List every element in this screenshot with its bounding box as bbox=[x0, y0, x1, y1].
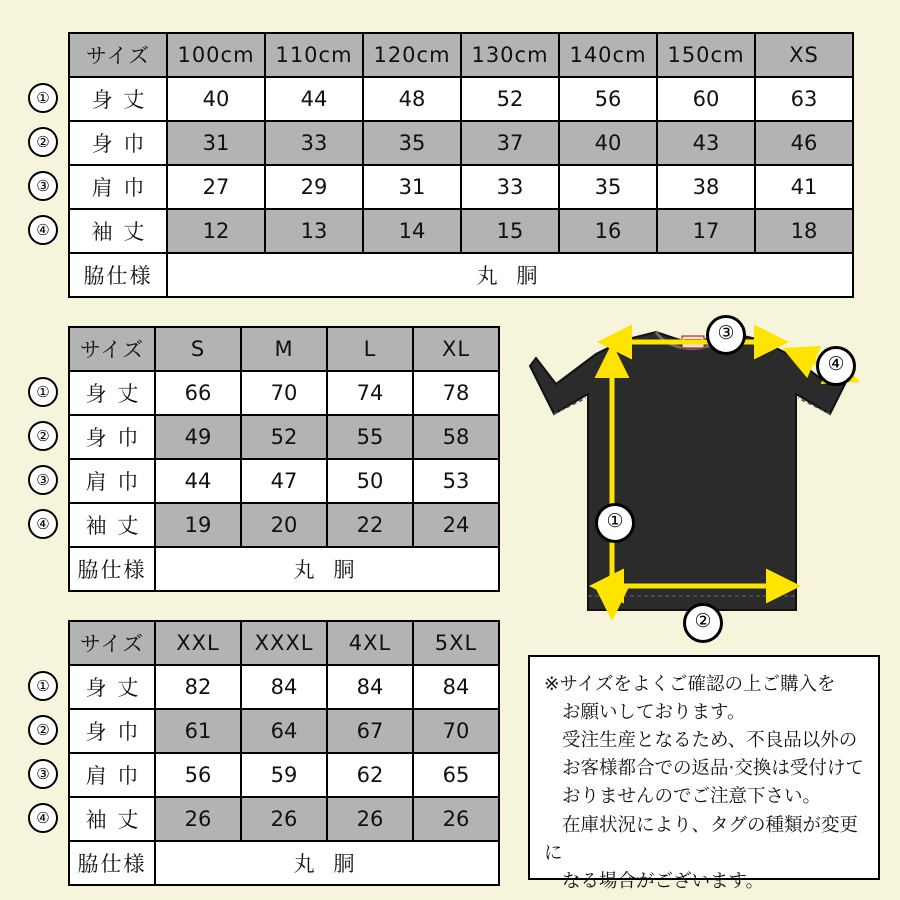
cell: 52 bbox=[241, 415, 327, 459]
badge-4: ④ bbox=[28, 215, 58, 245]
row-label: 身 丈 bbox=[69, 77, 167, 121]
cell: 26 bbox=[327, 797, 413, 841]
cell: 19 bbox=[155, 503, 241, 547]
cell: 46 bbox=[755, 121, 853, 165]
row-label: 袖 丈 bbox=[69, 503, 155, 547]
header-cell: 130cm bbox=[461, 33, 559, 77]
table-row bbox=[69, 165, 853, 209]
header-cell: サイズ bbox=[69, 621, 155, 665]
cell: 84 bbox=[413, 665, 499, 709]
cell: 18 bbox=[755, 209, 853, 253]
cell: 26 bbox=[241, 797, 327, 841]
tshirt-illustration bbox=[528, 310, 880, 650]
cell: 26 bbox=[413, 797, 499, 841]
table-row bbox=[69, 665, 499, 709]
cell: 63 bbox=[755, 77, 853, 121]
kids-table-badges bbox=[28, 76, 58, 252]
cell: 49 bbox=[155, 415, 241, 459]
cell: 35 bbox=[363, 121, 461, 165]
cell: 31 bbox=[363, 165, 461, 209]
large-size-table bbox=[68, 620, 500, 886]
badge-1: ① bbox=[28, 671, 58, 701]
cell: 64 bbox=[241, 709, 327, 753]
badge-3: ③ bbox=[28, 759, 58, 789]
cell: 48 bbox=[363, 77, 461, 121]
tshirt-shape bbox=[530, 332, 854, 610]
cell: 65 bbox=[413, 753, 499, 797]
adult-size-table-wrap bbox=[68, 326, 500, 592]
marker-sleeve-length: ④ bbox=[816, 346, 856, 386]
cell: 13 bbox=[265, 209, 363, 253]
table-footer-row bbox=[69, 547, 499, 591]
table-row bbox=[69, 371, 499, 415]
cell: 66 bbox=[155, 371, 241, 415]
badge-1: ① bbox=[28, 377, 58, 407]
header-cell: M bbox=[241, 327, 327, 371]
large-table-badges bbox=[28, 664, 58, 840]
cell: 37 bbox=[461, 121, 559, 165]
cell: 59 bbox=[241, 753, 327, 797]
cell: 44 bbox=[265, 77, 363, 121]
cell: 24 bbox=[413, 503, 499, 547]
cell: 17 bbox=[657, 209, 755, 253]
cell: 82 bbox=[155, 665, 241, 709]
cell: 53 bbox=[413, 459, 499, 503]
table-header-row bbox=[69, 33, 853, 77]
cell: 61 bbox=[155, 709, 241, 753]
cell: 20 bbox=[241, 503, 327, 547]
cell: 22 bbox=[327, 503, 413, 547]
table-row bbox=[69, 459, 499, 503]
cell: 33 bbox=[265, 121, 363, 165]
cell: 38 bbox=[657, 165, 755, 209]
badge-3: ③ bbox=[28, 465, 58, 495]
cell: 74 bbox=[327, 371, 413, 415]
cell: 70 bbox=[413, 709, 499, 753]
cell: 12 bbox=[167, 209, 265, 253]
notice-line: なる場合がございます。 bbox=[562, 870, 765, 892]
notice-box bbox=[528, 655, 880, 892]
header-cell: S bbox=[155, 327, 241, 371]
cell: 62 bbox=[327, 753, 413, 797]
cell: 56 bbox=[155, 753, 241, 797]
kids-size-table-wrap bbox=[68, 32, 854, 298]
row-label: 袖 丈 bbox=[69, 209, 167, 253]
cell: 26 bbox=[155, 797, 241, 841]
row-label: 身 丈 bbox=[69, 371, 155, 415]
cell: 33 bbox=[461, 165, 559, 209]
cell: 40 bbox=[559, 121, 657, 165]
marker-body-width: ② bbox=[683, 603, 723, 643]
side-spec-label: 脇仕様 bbox=[69, 841, 155, 885]
cell: 84 bbox=[241, 665, 327, 709]
badge-1: ① bbox=[28, 83, 58, 113]
table-row bbox=[69, 77, 853, 121]
cell: 41 bbox=[755, 165, 853, 209]
table-row bbox=[69, 753, 499, 797]
table-row bbox=[69, 709, 499, 753]
badge-2: ② bbox=[28, 421, 58, 451]
side-spec-value: 丸 胴 bbox=[155, 841, 499, 885]
header-cell: サイズ bbox=[69, 327, 155, 371]
header-cell: 5XL bbox=[413, 621, 499, 665]
cell: 84 bbox=[327, 665, 413, 709]
adult-size-table bbox=[68, 326, 500, 592]
notice-line: ※サイズをよくご確認の上ご購入を bbox=[544, 674, 836, 695]
badge-4: ④ bbox=[28, 803, 58, 833]
cell: 43 bbox=[657, 121, 755, 165]
side-spec-label: 脇仕様 bbox=[69, 253, 167, 297]
cell: 58 bbox=[413, 415, 499, 459]
header-cell: 140cm bbox=[559, 33, 657, 77]
row-label: 身 巾 bbox=[69, 121, 167, 165]
header-cell: XXXL bbox=[241, 621, 327, 665]
side-spec-value: 丸 胴 bbox=[167, 253, 853, 297]
table-footer-row bbox=[69, 253, 853, 297]
table-row bbox=[69, 503, 499, 547]
notice-line: 受注生産となるため、不良品以外の bbox=[562, 730, 858, 752]
header-cell: XL bbox=[413, 327, 499, 371]
table-header-row bbox=[69, 621, 499, 665]
cell: 67 bbox=[327, 709, 413, 753]
cell: 29 bbox=[265, 165, 363, 209]
header-cell: XS bbox=[755, 33, 853, 77]
marker-body-length: ① bbox=[595, 503, 635, 543]
cell: 15 bbox=[461, 209, 559, 253]
header-cell: 4XL bbox=[327, 621, 413, 665]
row-label: 身 巾 bbox=[69, 415, 155, 459]
table-row bbox=[69, 209, 853, 253]
kids-size-table bbox=[68, 32, 854, 298]
cell: 44 bbox=[155, 459, 241, 503]
header-cell: L bbox=[327, 327, 413, 371]
row-label: 肩 巾 bbox=[69, 459, 155, 503]
row-label: 袖 丈 bbox=[69, 797, 155, 841]
badge-2: ② bbox=[28, 715, 58, 745]
cell: 14 bbox=[363, 209, 461, 253]
header-cell: 120cm bbox=[363, 33, 461, 77]
cell: 56 bbox=[559, 77, 657, 121]
large-size-table-wrap bbox=[68, 620, 500, 886]
cell: 16 bbox=[559, 209, 657, 253]
table-row bbox=[69, 415, 499, 459]
cell: 50 bbox=[327, 459, 413, 503]
table-row bbox=[69, 797, 499, 841]
badge-4: ④ bbox=[28, 509, 58, 539]
notice-line: お願いしております。 bbox=[562, 702, 746, 724]
badge-3: ③ bbox=[28, 171, 58, 201]
header-cell: 150cm bbox=[657, 33, 755, 77]
side-spec-label: 脇仕様 bbox=[69, 547, 155, 591]
cell: 60 bbox=[657, 77, 755, 121]
cell: 35 bbox=[559, 165, 657, 209]
cell: 40 bbox=[167, 77, 265, 121]
cell: 70 bbox=[241, 371, 327, 415]
row-label: 肩 巾 bbox=[69, 753, 155, 797]
badge-2: ② bbox=[28, 127, 58, 157]
row-label: 身 巾 bbox=[69, 709, 155, 753]
table-row bbox=[69, 121, 853, 165]
cell: 31 bbox=[167, 121, 265, 165]
header-cell: 100cm bbox=[167, 33, 265, 77]
row-label: 肩 巾 bbox=[69, 165, 167, 209]
adult-table-badges bbox=[28, 370, 58, 546]
table-footer-row bbox=[69, 841, 499, 885]
cell: 47 bbox=[241, 459, 327, 503]
header-cell: サイズ bbox=[69, 33, 167, 77]
notice-line: お客様都合での返品·交換は受付けて bbox=[562, 758, 864, 780]
notice-line: 在庫状況により、タグの種類が変更に bbox=[544, 814, 859, 864]
notice-line: おりませんのでご注意下さい。 bbox=[562, 786, 822, 808]
row-label: 身 丈 bbox=[69, 665, 155, 709]
header-cell: XXL bbox=[155, 621, 241, 665]
table-header-row bbox=[69, 327, 499, 371]
cell: 55 bbox=[327, 415, 413, 459]
cell: 27 bbox=[167, 165, 265, 209]
cell: 52 bbox=[461, 77, 559, 121]
side-spec-value: 丸 胴 bbox=[155, 547, 499, 591]
cell: 78 bbox=[413, 371, 499, 415]
header-cell: 110cm bbox=[265, 33, 363, 77]
marker-shoulder-width: ③ bbox=[706, 315, 746, 355]
